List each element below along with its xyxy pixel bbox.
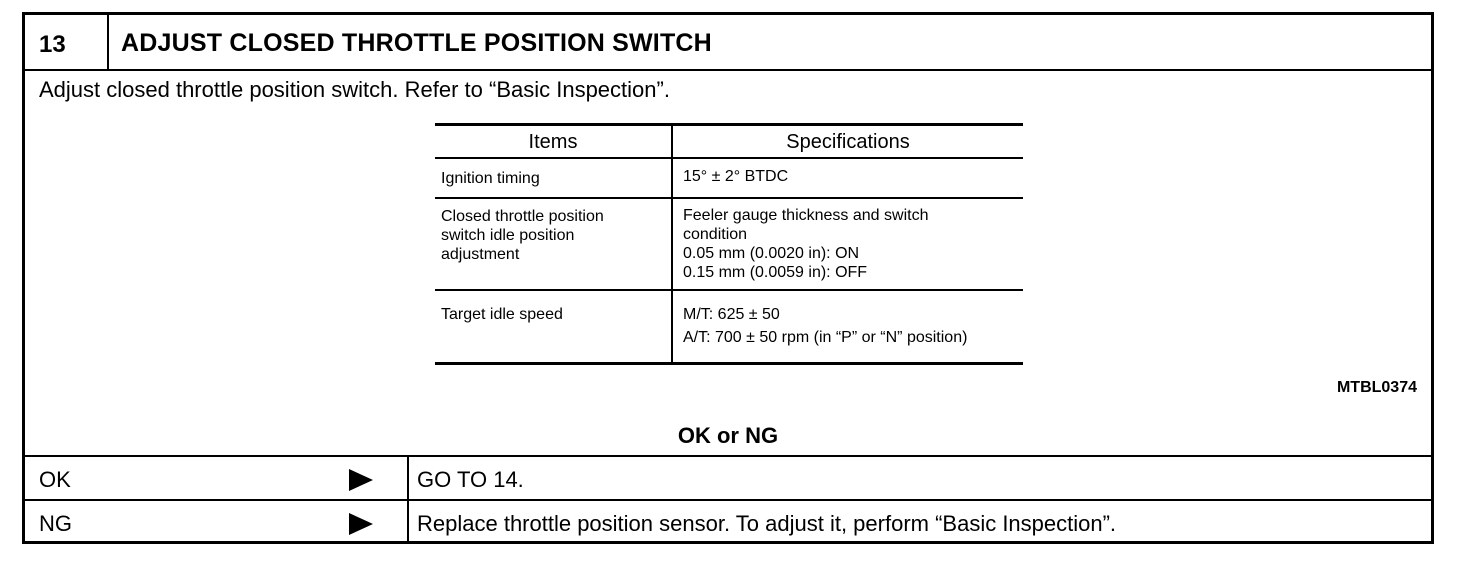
column-divider — [671, 123, 673, 363]
play-arrow-icon — [349, 513, 373, 535]
spec-line: 0.15 mm (0.0059 in): OFF — [683, 264, 868, 281]
row-spec — [683, 206, 1019, 282]
spec-line: 0.05 mm (0.0020 in): ON — [683, 245, 860, 262]
step-number: 13 — [25, 15, 109, 69]
header-rule — [435, 157, 1023, 159]
header-specifications: Specifications — [786, 131, 910, 153]
result-key: NG — [39, 511, 72, 536]
table-code: MTBL0374 — [1336, 379, 1417, 396]
item-line: Ignition timing — [441, 170, 540, 187]
result-key: OK — [39, 467, 71, 492]
result-divider — [407, 501, 409, 543]
table-bottom-rule — [435, 362, 1023, 365]
result-row-ok — [25, 455, 1431, 499]
row-rule — [435, 197, 1023, 199]
row-spec — [683, 167, 1019, 186]
spec-line: condition — [683, 226, 748, 243]
spec-line: A/T: 700 ± 50 rpm (in “P” or “N” position) — [683, 329, 968, 346]
result-divider — [407, 457, 409, 499]
row-spec — [683, 305, 1023, 347]
row-item — [441, 305, 667, 324]
spec-line: 15° ± 2° BTDC — [683, 168, 789, 185]
step-header — [25, 15, 1431, 71]
row-item — [441, 207, 667, 264]
row-item — [441, 169, 667, 188]
step-title: ADJUST CLOSED THROTTLE POSITION SWITCH — [121, 29, 712, 57]
header-items: Items — [528, 131, 578, 153]
row-rule — [435, 289, 1023, 291]
result-action: GO TO 14. — [417, 467, 524, 492]
spec-line: M/T: 625 ± 50 — [683, 306, 780, 323]
table-top-rule — [435, 123, 1023, 126]
inspection-step-frame — [22, 12, 1434, 544]
item-line: switch idle position — [441, 227, 575, 244]
play-arrow-icon — [349, 469, 373, 491]
intro-text: Adjust closed throttle position switch. Refer to “Basic Inspection”. — [39, 77, 670, 102]
result-row-ng — [25, 499, 1431, 543]
item-line: adjustment — [441, 246, 520, 263]
result-label: OK or NG — [677, 423, 779, 448]
spec-line: Feeler gauge thickness and switch — [683, 207, 929, 224]
item-line: Target idle speed — [441, 306, 563, 323]
result-action: Replace throttle position sensor. To adjust it, perform “Basic Inspection”. — [417, 511, 1117, 536]
item-line: Closed throttle position — [441, 208, 604, 225]
